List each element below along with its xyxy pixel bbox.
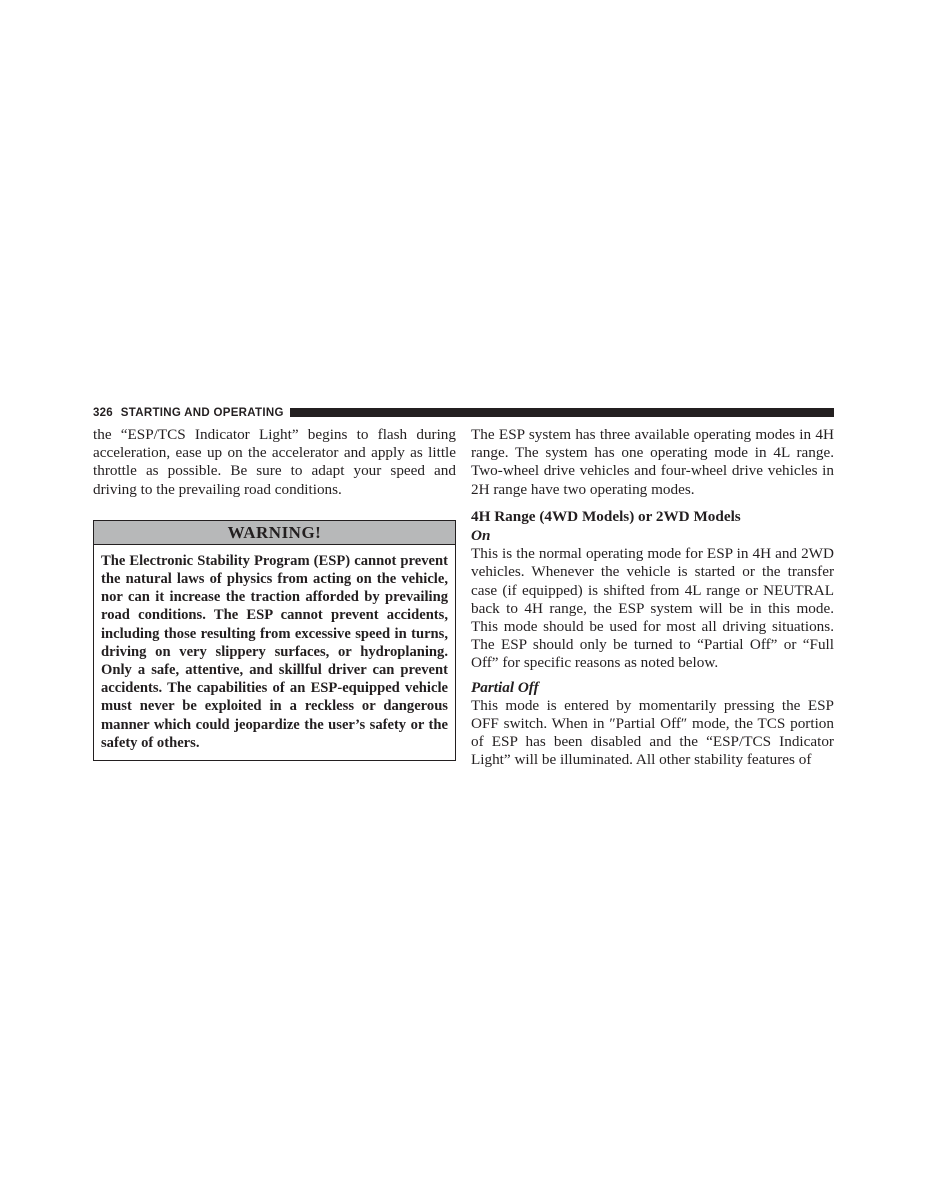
left-column bbox=[93, 426, 456, 761]
section-subheading: 4H Range (4WD Models) or 2WD Models bbox=[471, 507, 741, 525]
right-column bbox=[471, 426, 834, 770]
page-header bbox=[93, 405, 834, 420]
page-number: 326 bbox=[93, 406, 113, 419]
mode-text-partial-off: This mode is entered by momentarily pressing the ESP OFF switch. When in ″Partial Off″ mode, the TCS portion of ESP has been disabled and the “ESP/TCS Indicator Light” will be illuminated. All other stability features of bbox=[471, 696, 834, 769]
section-title: STARTING AND OPERATING bbox=[120, 406, 284, 419]
esp-modes-intro: The ESP system has three available operating modes in 4H range. The system has one operating mode in 4L range. Two-wheel drive vehicles and four-wheel drive vehicles in 2H range have two operating modes. bbox=[471, 426, 834, 498]
mode-title-partial-off: Partial Off bbox=[471, 678, 539, 696]
mode-title-on: On bbox=[471, 527, 491, 545]
intro-paragraph: the “ESP/TCS Indicator Light” begins to flash during acceleration, ease up on the accelerator and apply as little throttle as possible. Be sure to adapt your speed and driving to the prevailing road conditions. bbox=[93, 426, 456, 498]
warning-text: The Electronic Stability Program (ESP) cannot prevent the natural laws of physics from acting on the vehicle, nor can it increase the traction afforded by prevailing road conditions. The ESP cannot prevent accidents, including those resulting from excessive speed in turns, driving on very slippery surfaces, or hydroplaning. Only a safe, attentive, and skillful driver can prevent accidents. The capabilities of an ESP-equipped vehicle must never be exploited in a reckless or dangerous manner which could jeopardize the user’s safety or the safety of others. bbox=[101, 552, 448, 751]
header-rule bbox=[290, 408, 834, 417]
warning-title: WARNING! bbox=[94, 521, 455, 545]
mode-text-on: This is the normal operating mode for ESP in 4H and 2WD vehicles. Whenever the vehicle is started or the transfer case (if equipped) is shifted from 4L range or NEUTRAL back to 4H range, the ESP system will be in this mode. This mode should be used for most all driving situations. The ESP should only be turned to “Partial Off” or “Full Off” for specific reasons as noted below. bbox=[471, 545, 834, 672]
warning-box bbox=[93, 520, 456, 761]
